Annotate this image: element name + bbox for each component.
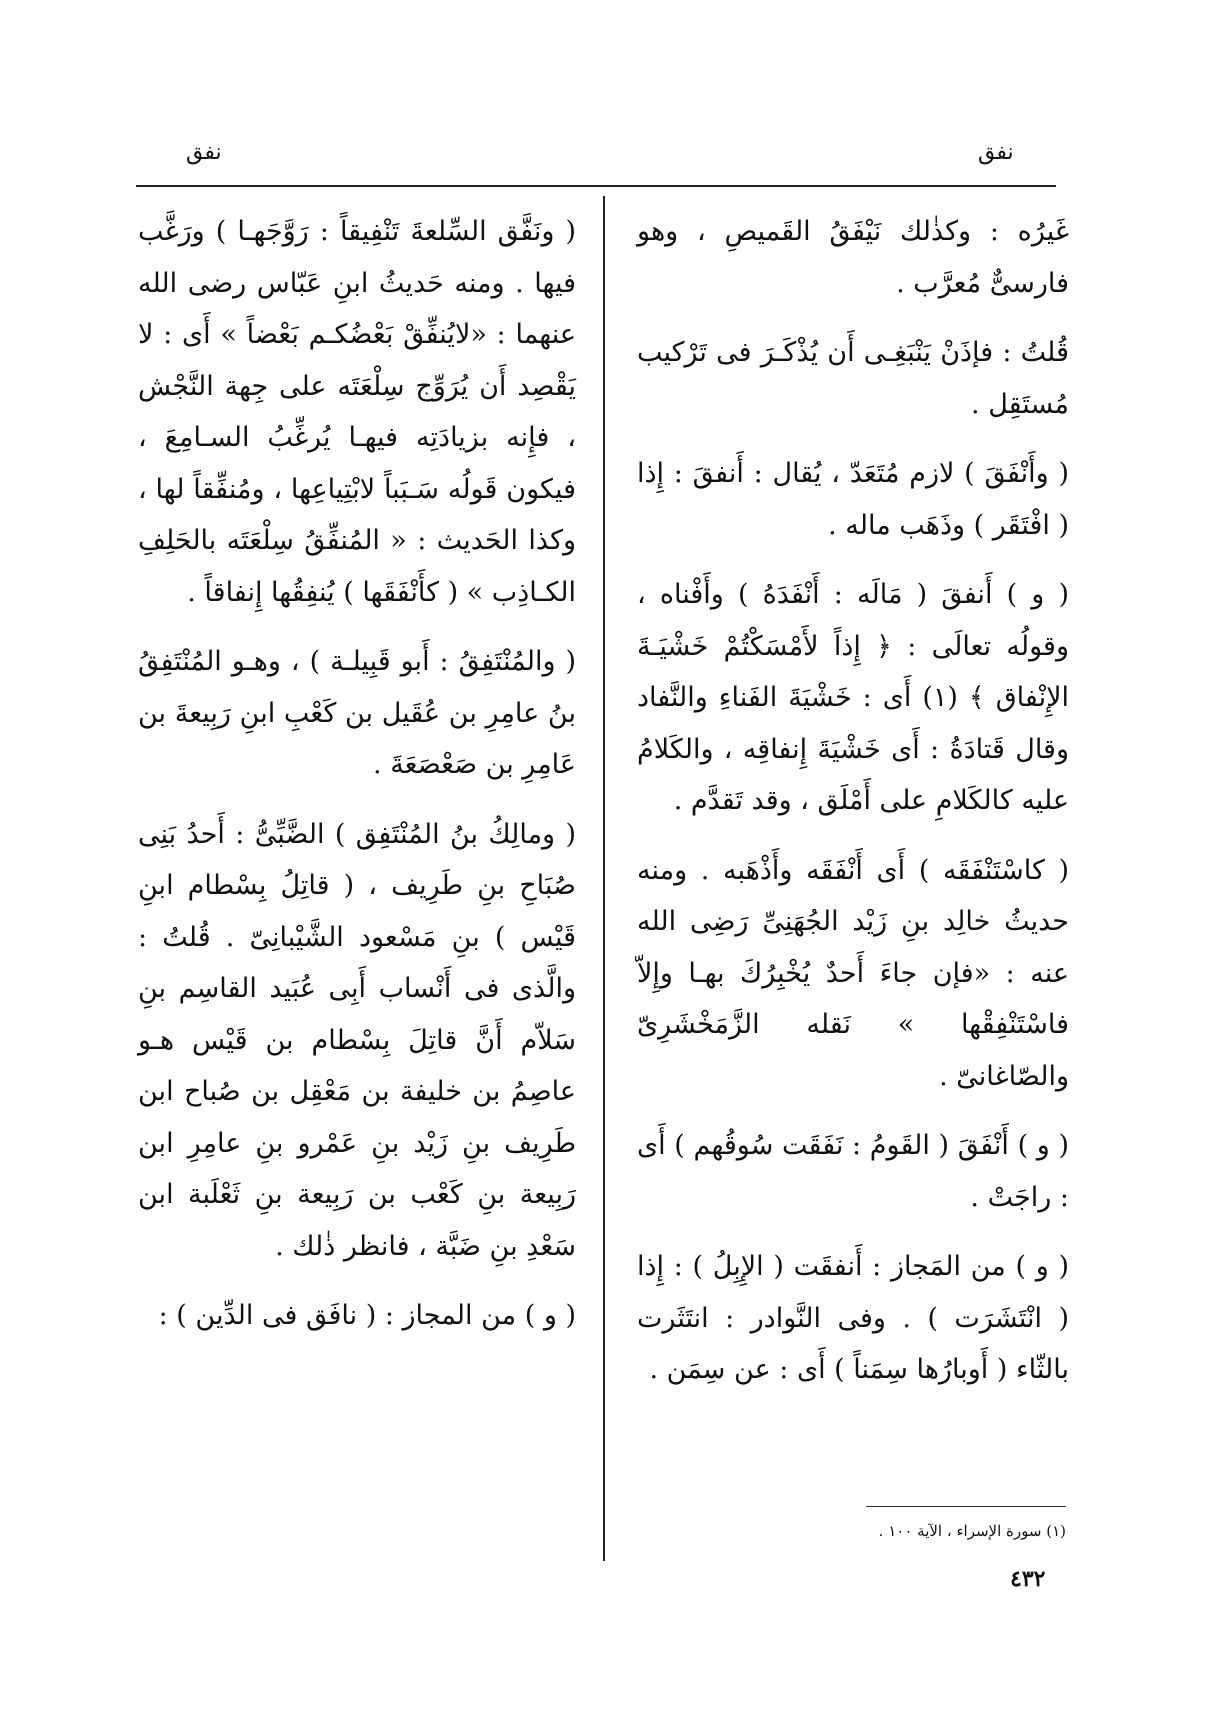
footnote-rule <box>866 1506 1066 1507</box>
entry-paragraph: ( و ) أَنفقَ ( مَالَه : أَنْفَدَهُ ) وأَفْناه ، وقولُه تعالَى : ﴿ إِذاً لأَمْسَكْتُمْ خَشْيَـةَ الإِنْفاق ﴾ (١) أَى : خَشْيَةَ الفَناءِ والنَّفاد وقال قَتادَةُ : أَى خَشْيَةَ إِنفاقِه ، والكَلامُ عليه كالكَلامِ على أَمْلَق ، وقد تَقدَّم . <box>637 579 1069 816</box>
entry-paragraph: ( والمُنْتَفِقُ : أَبو قَبِيلـة ) ، وهـو المُنْتَفِقُ بنُ عامِرِ بن عُقَيل بن كَعْبِ ابنِ رَبِيعةَ بن عَامِرِ بن صَعْصَعَةَ . <box>138 646 576 780</box>
page-number: ٤٣٢ <box>1010 1566 1046 1592</box>
running-header-right: نفق <box>978 140 1014 165</box>
running-header-left: نفق <box>186 140 222 165</box>
entry-paragraph: ( و ) من المجاز : ( نافَق فى الدِّين ) : <box>158 1300 576 1331</box>
entry-paragraph: ( ومالِكُ بنُ المُنْتَفِق ) الضَّبِّىُّ : أَحدُ بَنِى صُبَاحِ بنِ طَرِيف ، ( قاتِلُ بِسْطام ابنِ قَيْس ) بنِ مَسْعود الشَّيْبانِىّ . قُلتُ : والَّذى فى أَنْساب أَبِى عُبَيد القاسِم بنِ سَلاّم أَنَّ قاتِلَ بِسْطام بن قَيْس هـو عاصِمُ بن خليفة بن مَعْقِل بن صُباح ابن طَرِيف بنِ زَيْد بنِ عَمْرو بنِ عامِرِ ابن رَبِيعة بنِ كَعْب بن رَبِيعة بنِ ثَعْلَبة ابن سَعْدِ بنِ ضَبَّة ، فانظر ذٰلك . <box>138 818 576 1262</box>
right-column <box>637 206 1069 1414</box>
entry-paragraph: ( كاسْتَنْفَقَه ) أَى أَنْفَقَه وأَذْهَبه . ومنه حديثُ خالِد بنِ زَيْد الجُهَنِىِّ رَضِى الله عنه : «فإن جاءَ أَحدٌ يُخْبِرُكَ بهـا وإِلاّ فاسْتَنْفِقْها » نَقله الزَّمَخْشَرِىّ والصّاغانىّ . <box>637 854 1069 1092</box>
entry-paragraph: قُلتُ : فإذَنْ يَنْبَغِـى أَن يُذْكَـرَ فى تَرْكيب مُستَقِل . <box>637 337 1069 420</box>
entry-paragraph: ( ونَفَّق السِّلعةَ تَنْفِيقاً : رَوَّجَهـا ) ورَغَّب فيها . ومنه حَديثُ ابنِ عَبّاس رضى الله عنهما : «لايُنفِّقْ بَعْضُكـم بَعْضاً » أَى : لا يَقْصِد أَن يُرَوِّج سِلْعَتَه على جِهة النَّجْش ، فإِنه بزيادَتِه فيهـا يُرغِّبُ السـامِعَ ، فيكون قَولُه سَـبَباً لابْتِياعِها ، ومُنفِّقاً لها ، وكذا الحَديث : « المُنفِّقُ سِلْعَتَه بالحَلِفِ الكـاذِب » ( كأَنْفَقَها ) يُنفِقُها إِنفاقاً . <box>138 216 576 608</box>
column-divider <box>603 196 605 1561</box>
left-column <box>138 206 576 1360</box>
entry-paragraph: غَيرُه : وكذٰلك نَيْفَقُ القَميصِ ، وهو فارسىٌّ مُعرَّب . <box>637 216 1069 299</box>
entry-paragraph: ( و ) أَنْفَقَ ( القَومُ : نَفَقَت سُوقُهم ) أَى : راجَتْ . <box>637 1130 1069 1213</box>
footnote: (١) سورة الإسراء ، الآية ١٠٠ . <box>878 1522 1066 1540</box>
entry-paragraph: ( و ) من المَجاز : أَنفقَت ( الإِبِلُ ) : إِذا ( انْتَشَرَت ) . وفى النَّوادر : انتَثَرت بالثّاء ( أَوبارُها سِمَناً ) أَى : عن سِمَن . <box>637 1251 1069 1385</box>
header-rule <box>136 185 1056 187</box>
entry-paragraph: ( وأَنْفَقَ ) لازم مُتَعَدّ ، يُقال : أَنفقَ : إِذا ( افْتَقَر ) وذَهَب ماله . <box>637 458 1069 541</box>
